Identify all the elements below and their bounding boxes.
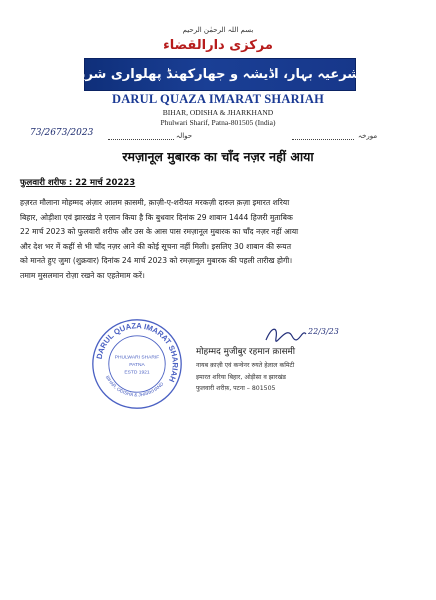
signature-date: 22/3/23 — [308, 327, 339, 336]
notice-body — [20, 196, 416, 284]
reference-number: 73/2673/2023 — [30, 128, 94, 138]
signer-name: मोहम्मद मुजीबुर रहमान क़ासमी — [196, 347, 296, 357]
urdu-banner — [37, 58, 403, 91]
handwritten-signature — [262, 320, 342, 348]
reference-label: حوالہ — [176, 132, 193, 140]
body-line: 22 मार्च 2023 को फुलवारी शरीफ और उस के आस पास रमज़ानूल मुबारक का चाँद नज़र नहीं आया — [20, 227, 299, 237]
body-line: हज़रत मौलाना मोहम्मद अंज़ार आलम क़ासमी, क़ाज़ी-ए-शरीयत मरकज़ी दारुल क़ज़ा इमारत शरिया — [20, 198, 290, 207]
official-seal-stamp — [90, 317, 184, 411]
reference-underline — [108, 139, 174, 140]
reference-row — [30, 128, 410, 144]
organization-name: DARUL QUAZA IMARAT SHARIAH — [111, 92, 325, 106]
seal-center-line: PHULWARI SHARIF — [114, 355, 160, 361]
seal-states-text: BIHAR, ODISHA & JHARKHAND — [104, 374, 165, 398]
signer-designation: नायब क़ाज़ी एवं कन्वेनर रुयते हेलाल कमिटी — [196, 362, 295, 369]
organization-states: BIHAR, ODISHA & JHARKHAND — [162, 108, 274, 117]
seal-outer-text: DARUL QUAZA IMARAT SHARIAH — [94, 321, 180, 384]
banner-urdu-text: امارت شرعیہ بہار، اڈیشہ و جھارکھنڈ پھلواری شریف پٹنہ — [37, 67, 403, 82]
body-line: तमाम मुसलमान रोज़ा रखने का एहतेमाम करें। — [20, 270, 145, 280]
markazi-darul-qaza-heading: مرکزی دارالقضاء — [163, 38, 273, 53]
seal-graphic — [90, 317, 184, 411]
signer-address: फुलवारी शरीफ़, पटना – 801505 — [196, 385, 276, 392]
svg-text:BIHAR, ODISHA & JHARKHAND — [105, 375, 165, 398]
seal-center-line: ESTD 1921 — [124, 370, 150, 376]
date-underline — [292, 139, 354, 140]
signer-organization: इमारत शरिया बिहार, ओड़ीसा व झारखंड — [196, 373, 286, 381]
date-label: مورخہ — [358, 132, 378, 140]
bismillah-text: بسم اللہ الرحمٰن الرحیم — [182, 26, 254, 34]
signature-graphic — [262, 320, 342, 348]
body-line: को मानते हुए जुमा (शुक्रवार) दिनांक 24 मार्च 2023 को रमज़ानूल मुबारक की पहली तारीख होगी। — [20, 256, 293, 266]
place-date-line: फुलवारी शरीफ : 22 मार्च 20223 — [20, 178, 136, 188]
body-line: और देश भर में कहीं से भी चाँद नज़र आने की कोई सूचना नहीं मिली। इसलिए 30 शाबान की रूयत — [20, 241, 292, 251]
body-line: बिहार, ओड़ीशा एवं झारखंड ने एलान किया है कि बुधवार दिनांक 29 शाबान 1444 हिजरी मुताबिक — [20, 212, 293, 222]
organization-address: Phulwari Sharif, Patna-801505 (India) — [160, 118, 276, 127]
seal-center-line: PATNA — [129, 362, 145, 368]
notice-title: रमज़ानूल मुबारक का चाँद नज़र नहीं आया — [122, 149, 314, 164]
signer-block — [196, 345, 396, 395]
